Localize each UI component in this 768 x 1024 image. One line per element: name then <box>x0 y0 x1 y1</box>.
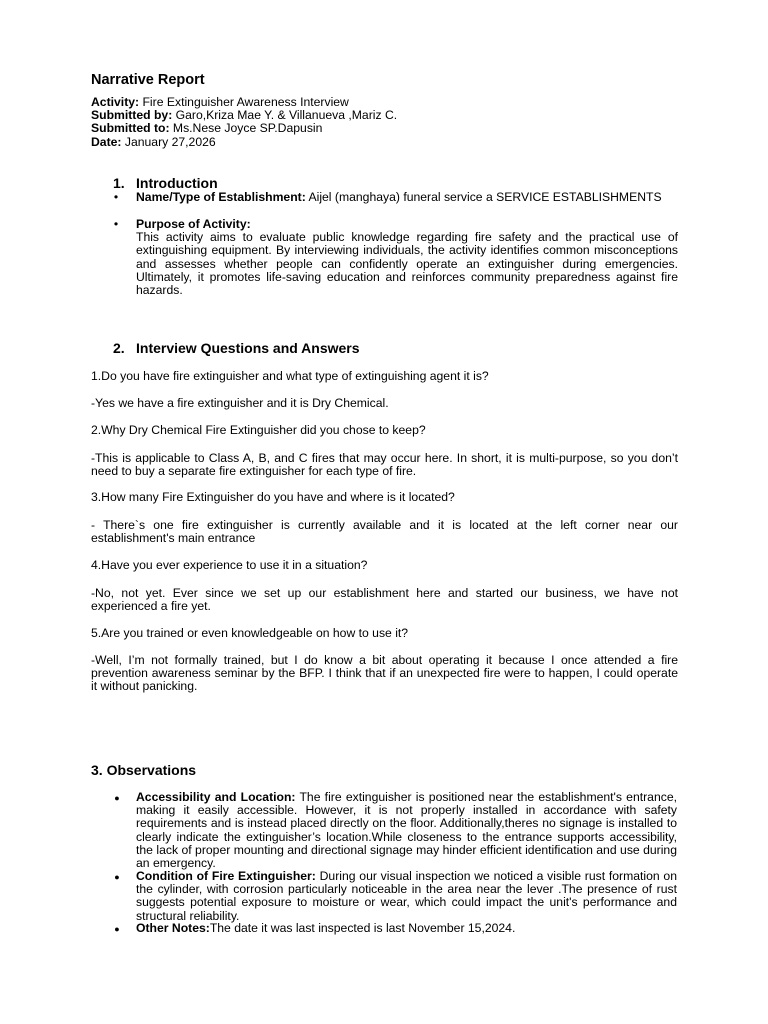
observation-condition: Condition of Fire Extinguisher: During our visual inspection we noticed a visible rust formation on the cylinder, with corrosion particularly noticeable in the area near the lever .The presence of rust suggests potential exposure to moisture or wear, which could impact the unit's performance and structural reliability. <box>136 869 677 923</box>
meta-submitted-by: Submitted by: Garo,Kriza Mae Y. & Villanueva ,Mariz C. <box>91 108 398 123</box>
observation-other-notes: Other Notes:The date it was last inspected is last November 15,2024. <box>136 921 516 935</box>
observation-accessibility: Accessibility and Location: The fire extinguisher is positioned near the establishment's entrance, making it easily accessible. However, it is not properly installed in accordance with safety requirements and is instead placed directly on the floor. Additionally,theres no signage is installed to clearly indicate the extinguisher’s location.While closeness to the entrance supports accessibility, the lack of proper mounting and directional signage may hinder efficient identification and use during an emergency. <box>136 790 677 871</box>
bullet-icon: • <box>113 217 119 231</box>
bullet-icon: ● <box>114 872 120 882</box>
meta-activity: Activity: Fire Extinguisher Awareness Interview <box>91 95 349 109</box>
meta-submitted-to: Submitted to: Ms.Nese Joyce SP.Dapusin <box>91 121 323 136</box>
section-interview-number: 2. <box>113 340 125 356</box>
section-observations-heading: 3. Observations <box>91 762 197 778</box>
purpose-block <box>136 218 678 297</box>
qa-question-1: 1.Do you have fire extinguisher and what type of extinguishing agent it is? <box>91 369 489 383</box>
qa-answer-1: -Yes we have a fire extinguisher and it is Dry Chemical. <box>91 396 389 410</box>
qa-question-4: 4.Have you ever experience to use it in a situation? <box>91 558 368 572</box>
purpose-label: Purpose of Activity: <box>136 217 251 231</box>
qa-answer-3: - There`s one fire extinguisher is currently available and it is located at the left corner near our establishment's main entrance <box>91 518 678 546</box>
qa-answer-4: -No, not yet. Ever since we set up our establishment here and started our business, we have not experienced a fire yet. <box>91 586 678 614</box>
report-meta <box>91 96 678 149</box>
bullet-icon: ● <box>114 924 120 934</box>
qa-answer-5: -Well, I’m not formally trained, but I do know a bit about operating it because I once attended a fire prevention awareness seminar by the BFP. I think that if an unexpected fire were to happen, I could operate it without panicking. <box>91 653 678 694</box>
section-interview-heading: Interview Questions and Answers <box>136 340 360 356</box>
bullet-icon: • <box>113 190 119 204</box>
qa-question-3: 3.How many Fire Extinguisher do you have and where is it located? <box>91 490 455 504</box>
section-introduction-heading: Introduction <box>136 175 218 191</box>
qa-question-2: 2.Why Dry Chemical Fire Extinguisher did you chose to keep? <box>91 423 426 437</box>
qa-question-5: 5.Are you trained or even knowledgeable on how to use it? <box>91 626 409 640</box>
bullet-icon: ● <box>114 793 120 803</box>
purpose-text: This activity aims to evaluate public knowledge regarding fire safety and the practical use of extinguishing equipment. By interviewing individuals, the activity identifies common misconceptions and assesses whether people can confidently operate an extinguisher during emergencies. Ultimately, it promotes life-saving education and reinforces community preparedness against fire hazards. <box>136 230 678 298</box>
establishment-line: Name/Type of Establishment: Aijel (manghaya) funeral service a SERVICE ESTABLISHMENTS <box>136 190 662 204</box>
report-title: Narrative Report <box>91 72 205 88</box>
meta-date: Date: January 27,2026 <box>91 134 216 149</box>
qa-answer-2: -This is applicable to Class A, B, and C fires that may occur here. In short, it is multi-purpose, so you don’t need to buy a separate fire extinguisher for each type of fire. <box>91 451 678 479</box>
section-introduction-number: 1. <box>113 175 125 191</box>
